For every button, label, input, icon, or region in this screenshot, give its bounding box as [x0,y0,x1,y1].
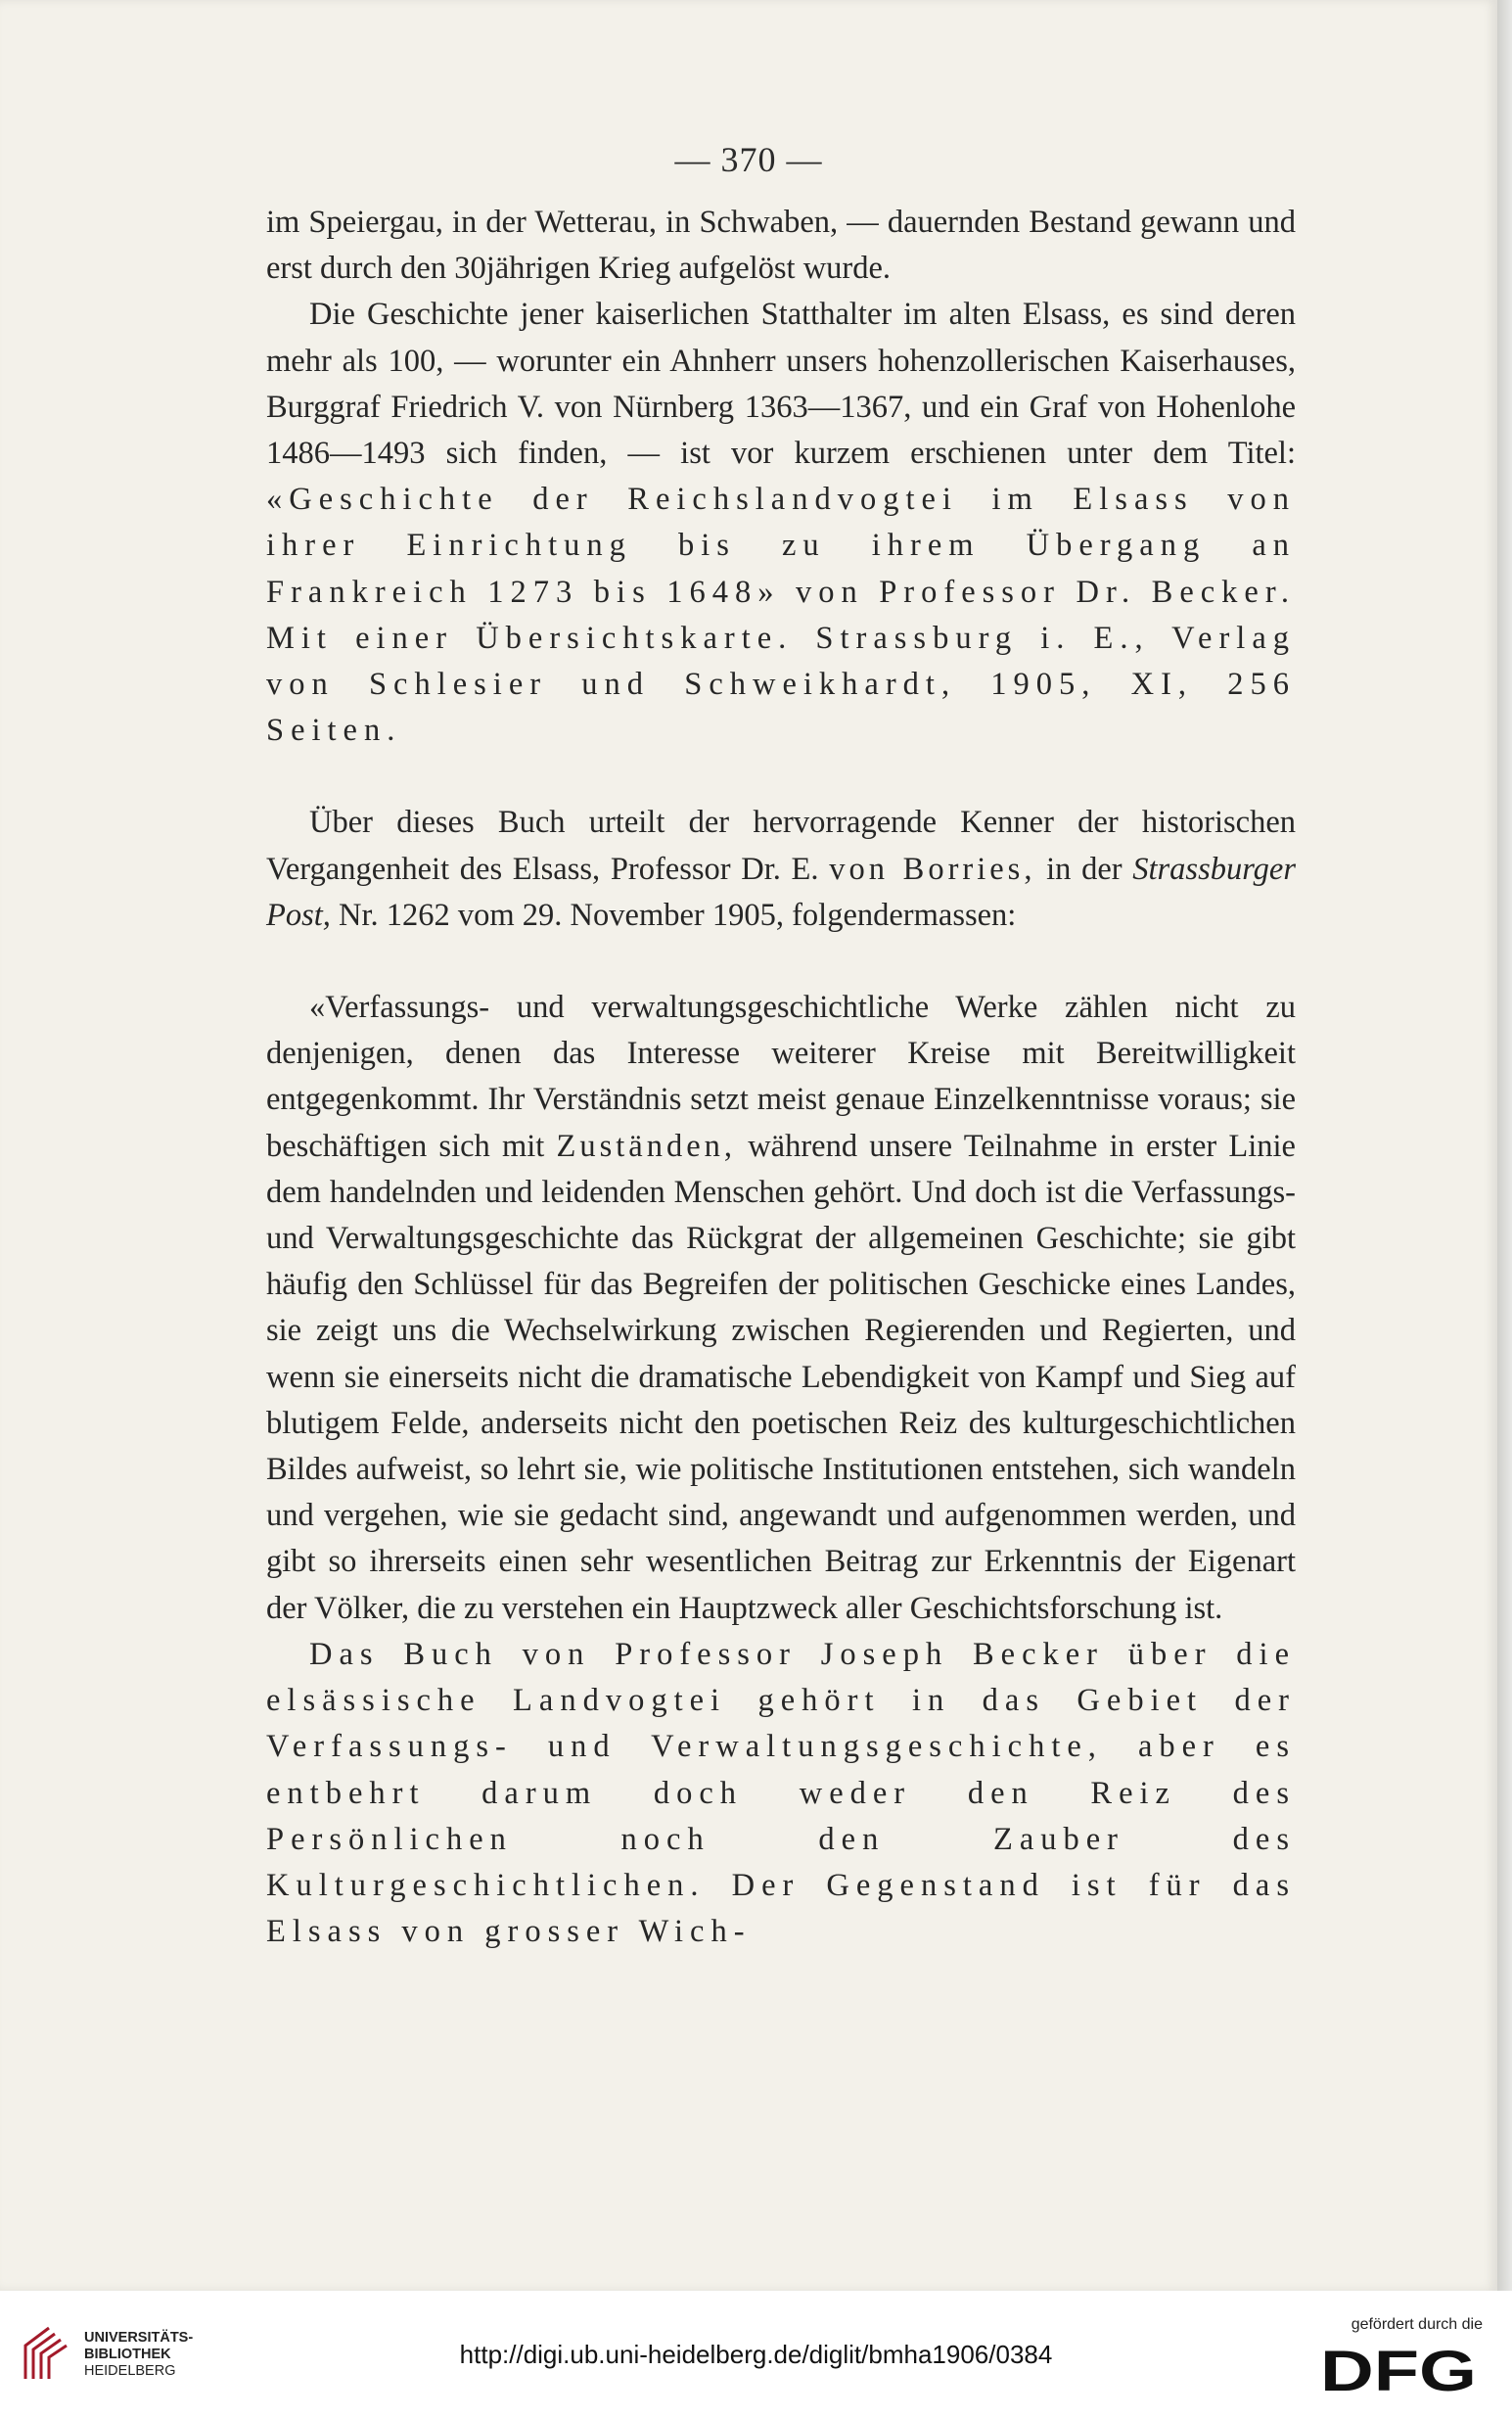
newspaper-title: Strassburger Post, [266,851,1296,933]
book-title: «Geschichte der Reichslandvogtei im Elsass von ihrer Einrichtung bis zu ihrem Übergang an Frankreich 1273 bis 1648» von Professor Dr. Becker. Mit einer Übersichtskarte. Strassburg i. E., Verlag von Schlesier und Schweikhardt, 1905, XI, 256 Seiten. [266,482,1296,749]
paragraph-5: Das Buch von Professor Joseph Becker über die elsässische Landvogtei gehört in das Gebiet der Verfassungs- und Verwaltungsgeschichte, aber es entbehrt darum doch weder den Reiz des Persönlichen noch den Zauber des Kulturgeschichtlichen. Der Gegenstand ist für das Elsass von grosser Wich- [266,1636,1296,1950]
paragraph-gap [266,939,1296,985]
paragraph-3-text-b: in der [1046,851,1123,887]
paragraph-4 [266,985,1296,1632]
emphasized-word: Zuständen, [556,1128,736,1164]
funding-caption: gefördert durch die [1351,2316,1483,2333]
body-text [266,200,1296,1955]
page-number: — 370 — [674,140,823,179]
paragraph-4-text-a: «Verfassungs- und verwaltungsgeschichtliche Werke zählen nicht zu denjenigen, denen das Interesse weiterer Kreise mit Bereitwilligkeit entgegenkommt. Ihr Verständnis setzt meist genaue Einzelkenntnisse voraus; sie beschäftigen sich mit [266,990,1296,1164]
author-name: von Borries, [829,851,1036,887]
paragraph-3-text-a: Über dieses Buch urteilt der hervorragende Kenner der historischen Vergangenheit des Elsass, Professor Dr. E. [266,805,1296,887]
library-name-line-1: UNIVERSITÄTS- [84,2330,194,2346]
source-url-link[interactable]: http://digi.ub.uni-heidelberg.de/diglit/bmha1906/0384 [459,2340,1053,2369]
paragraph-gap [266,754,1296,800]
paragraph-4-text-b: während unsere Teilnahme in erster Linie dem handelnden und leidenden Menschen gehört. Und doch ist die Verfassungs- und Verwaltungsgeschichte das Rückgrat der allgemeinen Geschichte; sie gibt häufig den Schlüssel für das Begreifen der politischen Geschicke eines Landes, sie zeigt uns die Wechselwirkung zwischen Regierenden und Regierten, und wenn sie einerseits nicht die dramatische Lebendigkeit von Kampf und Sieg auf blutigem Felde, anderseits nicht den poetischen Reiz des kulturgeschichtlichen Bildes aufweist, so lehrt sie, wie politische Institutionen entstehen, sich wandeln und vergehen, wie sie gedacht sind, angewandt und aufgenommen werden, und gibt so ihrerseits einen sehr wesentlichen Beitrag zur Erkenntnis der Eigenart der Völker, die zu verstehen ein Hauptzweck aller Geschichtsforschung ist. [266,1128,1296,1626]
dfg-logo-text: DFG [1320,2342,1477,2396]
paragraph-3 [266,800,1296,939]
footer-bar [0,2291,1512,2418]
paragraph-1: im Speiergau, in der Wetterau, in Schwaben, — dauernden Bestand gewann und erst durch den 30jährigen Krieg aufgelöst wurde. [266,205,1296,287]
paragraph-2 [266,292,1296,754]
paragraph-2-text: Die Geschichte jener kaiserlichen Statthalter im alten Elsass, es sind deren mehr als 100, — worunter ein Ahnherr unsers hohenzollerischen Kaiserhauses, Burggraf Friedrich V. von Nürnberg 1363—1367, und ein Graf von Hohenlohe 1486—1493 sich finden, — ist vor kurzem erschienen unter dem Titel: [266,297,1296,472]
dfg-logo-icon [1320,2342,1477,2396]
library-name-line-2: BIBLIOTHEK [84,2347,171,2362]
library-name-line-3: HEIDELBERG [84,2363,176,2379]
paragraph-3-text-c: Nr. 1262 vom 29. November 1905, folgendermassen: [339,897,1017,933]
page-edge [1497,0,1512,2291]
